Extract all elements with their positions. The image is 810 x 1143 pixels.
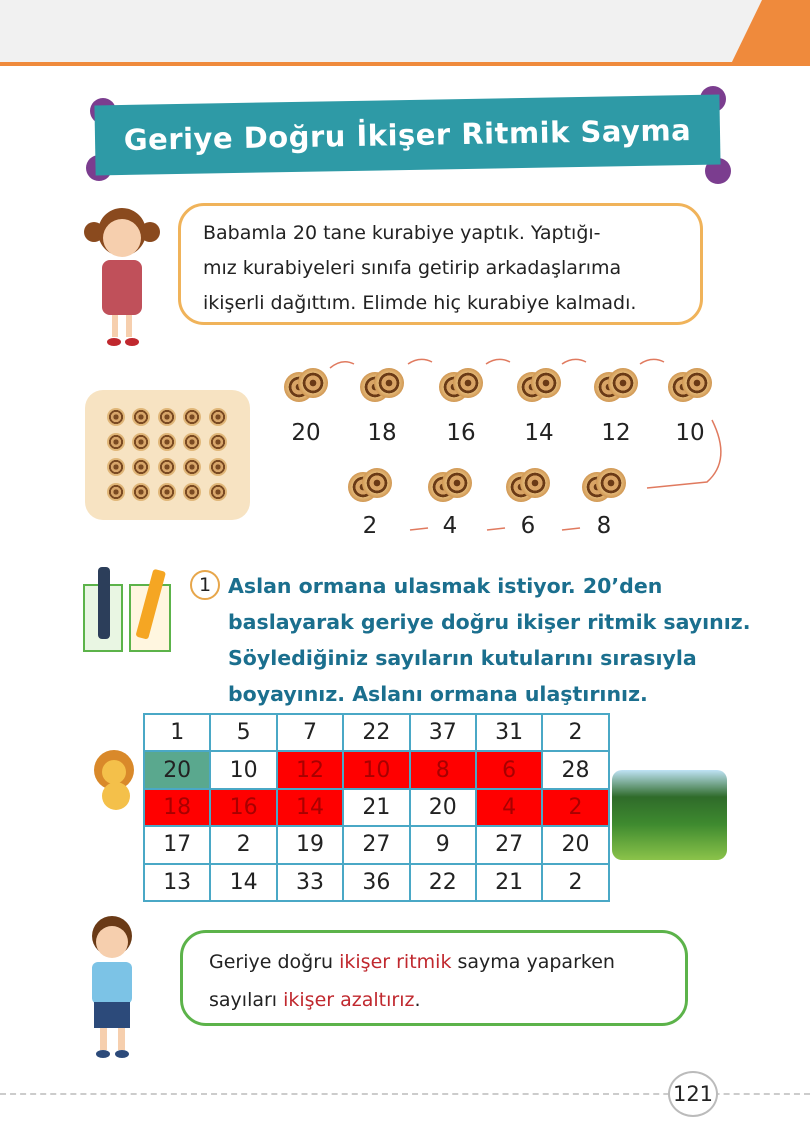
grid-cell[interactable]: 7 [277, 714, 343, 751]
grid-cell[interactable]: 21 [476, 864, 542, 901]
grid-cell[interactable]: 20 [144, 751, 210, 788]
grid-cell[interactable]: 20 [542, 826, 608, 863]
sequence-number: 2 [362, 513, 378, 539]
sequence-number: 12 [601, 420, 631, 446]
grid-cell[interactable]: 2 [542, 864, 608, 901]
speech-line: Babamla 20 tane kurabiye yaptık. Yaptığı- [203, 222, 601, 244]
sequence-number: 14 [524, 420, 554, 446]
speech-text: sayma yaparken [451, 951, 615, 973]
grid-cell[interactable]: 6 [476, 751, 542, 788]
grid-cell[interactable]: 33 [277, 864, 343, 901]
instruction-line: Aslan ormana ulasmak istiyor. 20’den [228, 574, 663, 598]
grid-cell[interactable]: 10 [210, 751, 276, 788]
grid-cell[interactable]: 19 [277, 826, 343, 863]
grid-cell[interactable]: 17 [144, 826, 210, 863]
speech-line: ikişerli dağıttım. Elimde hiç kurabiye kalmadı. [203, 292, 637, 314]
activity-number: 1 [190, 570, 220, 600]
grid-cell[interactable]: 28 [542, 751, 608, 788]
instruction-line: boyayınız. Aslanı ormana ulaştırınız. [228, 682, 648, 706]
grid-cell[interactable]: 9 [410, 826, 476, 863]
grid-cell[interactable]: 2 [210, 826, 276, 863]
grid-cell[interactable]: 31 [476, 714, 542, 751]
sequence-number: 16 [446, 420, 476, 446]
grid-row [144, 864, 609, 901]
sequence-number: 6 [520, 513, 536, 539]
grid-cell[interactable]: 8 [410, 751, 476, 788]
sequence-number: 8 [596, 513, 612, 539]
grid-cell[interactable]: 2 [542, 714, 608, 751]
grid-cell[interactable]: 4 [476, 789, 542, 826]
lion-illustration [90, 748, 140, 813]
page-number: 121 [668, 1071, 718, 1117]
grid-cell[interactable]: 22 [343, 714, 409, 751]
grid-cell[interactable]: 27 [476, 826, 542, 863]
speech-text: . [414, 989, 421, 1011]
grid-cell[interactable]: 16 [210, 789, 276, 826]
grid-cell[interactable]: 10 [343, 751, 409, 788]
grid-cell[interactable]: 14 [277, 789, 343, 826]
boy-illustration [78, 912, 148, 1062]
title-banner: Geriye Doğru İkişer Ritmik Sayma [94, 95, 720, 176]
grid-row [144, 789, 609, 826]
highlight-text: ikişer azaltırız [283, 989, 415, 1011]
instruction-line: baslayarak geriye doğru ikişer ritmik sayınız. [228, 610, 751, 634]
grid-cell[interactable]: 1 [144, 714, 210, 751]
sequence-number: 4 [442, 513, 458, 539]
sequence-number: 10 [675, 420, 705, 446]
grid-cell[interactable]: 2 [542, 789, 608, 826]
grid-cell[interactable]: 21 [343, 789, 409, 826]
sequence-number: 20 [291, 420, 321, 446]
grid-row [144, 826, 609, 863]
speech-text: sayıları [209, 989, 284, 1011]
grid-cell[interactable]: 18 [144, 789, 210, 826]
forest-image [612, 770, 727, 860]
pencil-characters-icon [82, 565, 182, 657]
boy-speech-bubble [180, 930, 688, 1026]
grid-cell[interactable]: 27 [343, 826, 409, 863]
activity-instructions [228, 568, 751, 712]
instruction-line: Söylediğiniz sayıların kutularını sırasıyla [228, 646, 697, 670]
grid-cell[interactable]: 14 [210, 864, 276, 901]
sequence-arrows [0, 0, 810, 560]
number-grid [143, 713, 610, 902]
grid-cell[interactable]: 20 [410, 789, 476, 826]
speech-text: Geriye doğru [209, 951, 340, 973]
grid-cell[interactable]: 36 [343, 864, 409, 901]
speech-line: mız kurabiyeleri sınıfa getirip arkadaşlarıma [203, 257, 622, 279]
grid-cell[interactable]: 12 [277, 751, 343, 788]
grid-row [144, 751, 609, 788]
grid-cell[interactable]: 5 [210, 714, 276, 751]
grid-cell[interactable]: 22 [410, 864, 476, 901]
highlight-text: ikişer ritmik [339, 951, 452, 973]
grid-cell[interactable]: 37 [410, 714, 476, 751]
grid-cell[interactable]: 13 [144, 864, 210, 901]
grid-row [144, 714, 609, 751]
sequence-number: 18 [367, 420, 397, 446]
